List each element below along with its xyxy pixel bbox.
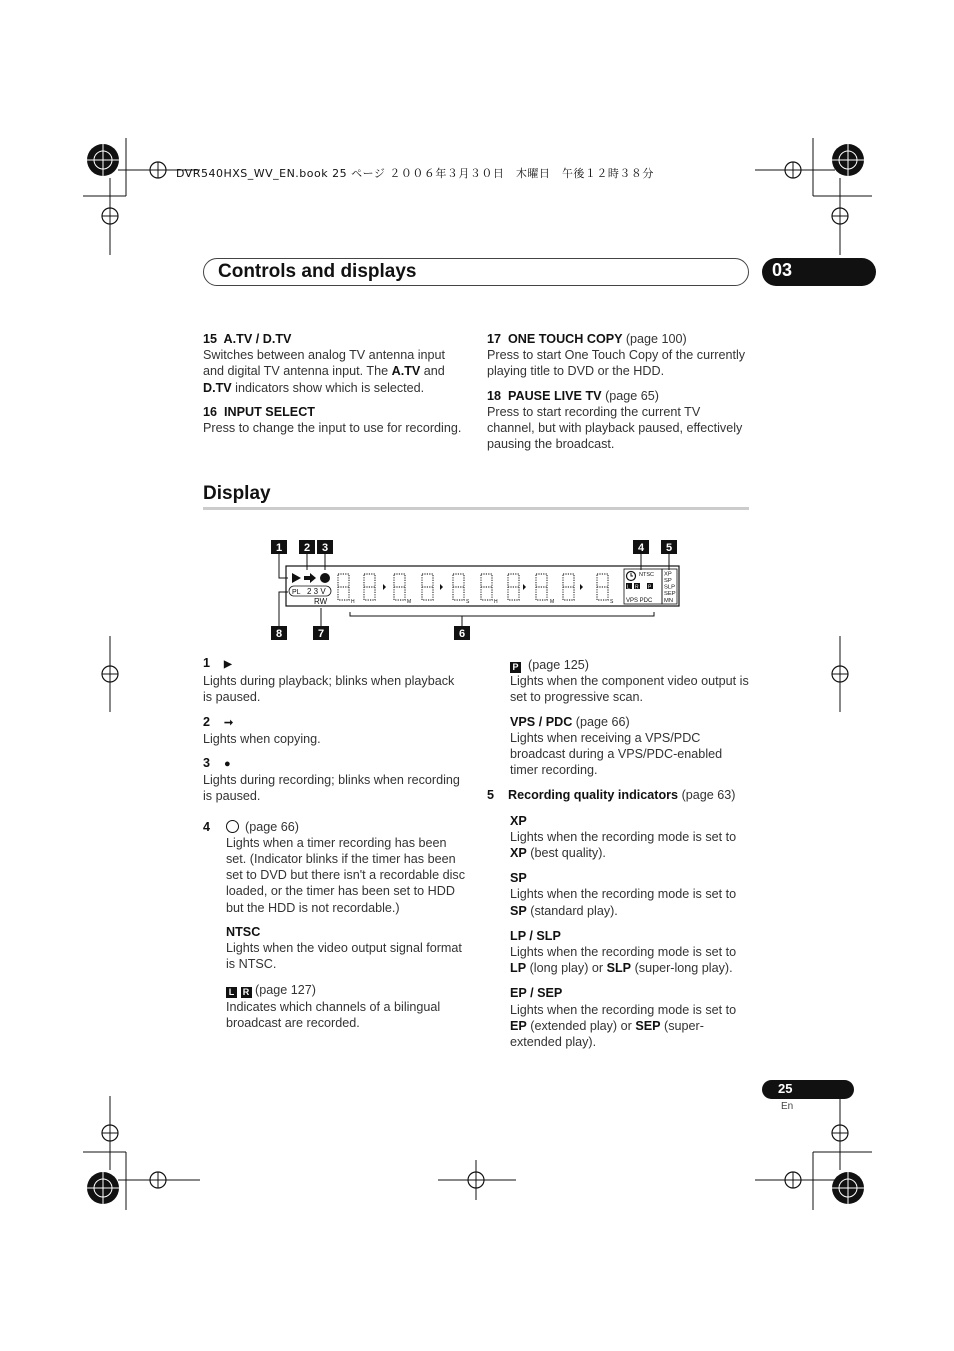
- lcd-p: P: [648, 584, 652, 591]
- chapter-number: 03: [772, 260, 793, 280]
- lcd-seg-m1: M: [407, 599, 412, 605]
- lr-heading: L R (page 127): [226, 982, 465, 998]
- ntsc-text: Lights when the video output signal format is NTSC.: [226, 941, 462, 972]
- left-column-top: [203, 331, 465, 436]
- callout-5: 5: [665, 542, 673, 554]
- item-15-text: Switches between analog TV antenna input and digital TV antenna input. The A.TV and D.TV indicators show which is selected.: [203, 348, 446, 395]
- page-language: En: [781, 1101, 794, 1112]
- item-2-text: Lights when copying.: [203, 731, 321, 746]
- item-2-heading: 2 ➞: [203, 714, 234, 729]
- item-4-text: Lights when a timer recording has been set. (Indicator blinks if the timer has been set to DVD but there isn't a recordable disc loaded, or the timer has been set to HDD but the HDD is not recordable.): [226, 835, 466, 915]
- item-18-heading: 18 PAUSE LIVE TV (page 65): [487, 388, 659, 403]
- lcd-seg-m2: M: [550, 599, 555, 605]
- r-channel-icon: R: [241, 987, 252, 998]
- item-4-heading: (page 66): [226, 819, 465, 835]
- callout-8: 8: [275, 628, 283, 640]
- timer-clock-icon: [226, 820, 239, 833]
- item-18-text: Press to start recording the current TV channel, but with playback paused, effectively pausing the broadcast.: [487, 404, 743, 452]
- lcd-pl: PL: [292, 589, 301, 596]
- ep-heading: EP / SEP: [510, 986, 563, 1001]
- display-items-left: [203, 655, 465, 1031]
- lp-text: Lights when the recording mode is set to LP (long play) or SLP (super-long play).: [510, 945, 737, 976]
- progressive-scan-icon: P: [510, 662, 521, 673]
- lp-heading: LP / SLP: [510, 928, 561, 943]
- lcd-seg-h1: H: [351, 599, 355, 605]
- lcd-rw: RW: [314, 597, 328, 606]
- lcd-slp: SLP: [664, 584, 675, 591]
- section-title: Display: [203, 483, 271, 504]
- item-16-heading: 16 INPUT SELECT: [203, 404, 315, 419]
- lr-text: Indicates which channels of a bilingual broadcast are recorded.: [226, 999, 441, 1030]
- lcd-seg-s1: S: [466, 599, 470, 605]
- progressive-text: Lights when the component video output is set to progressive scan.: [510, 674, 749, 705]
- progressive-heading: P (page 125): [510, 657, 749, 673]
- lcd-seg-h2: H: [494, 599, 498, 605]
- xp-text: Lights when the recording mode is set to XP (best quality).: [510, 829, 737, 861]
- chapter-title-bar: [203, 258, 749, 286]
- section-underline: [203, 507, 749, 510]
- lcd-xp: XP: [664, 571, 672, 578]
- callout-1: 1: [275, 542, 283, 554]
- record-icon: ●: [224, 758, 231, 771]
- segment-digits: [338, 574, 608, 600]
- callout-3: 3: [321, 542, 329, 554]
- item-3-heading: 3 ●: [203, 756, 231, 771]
- item-15-heading: 15 A.TV / D.TV: [203, 332, 292, 346]
- lcd-digits: 2 3 V: [307, 587, 326, 596]
- item-5-heading: 5 Recording quality indicators (page 63): [487, 788, 736, 803]
- item-17-heading: 17 ONE TOUCH COPY (page 100): [487, 332, 687, 346]
- chapter-title: Controls and displays: [218, 261, 417, 282]
- lcd-r: R: [635, 584, 639, 591]
- lcd-sp: SP: [664, 578, 672, 584]
- callout-4: 4: [637, 542, 645, 554]
- chapter-number-badge: [762, 258, 876, 286]
- display-items-right: [487, 657, 749, 1050]
- front-panel-display-diagram: [268, 536, 688, 644]
- item-1-heading: 1 ▶: [203, 656, 232, 670]
- item-16-text: Press to change the input to use for recording.: [203, 421, 462, 436]
- vps-heading: VPS / PDC (page 66): [510, 714, 630, 729]
- print-header-line: DVR540HXS_WV_EN.book 25 ページ ２００６年３月３０日 木曜日 午後１２時３８分: [176, 167, 654, 180]
- lcd-mn: MN: [664, 598, 674, 604]
- l-channel-icon: L: [226, 987, 237, 998]
- callout-2: 2: [303, 542, 311, 554]
- lcd-sep: SEP: [664, 591, 676, 597]
- lcd-l: L: [627, 584, 630, 591]
- item-17-text: Press to start One Touch Copy of the currently playing title to DVD or the HDD.: [487, 348, 746, 379]
- item-4-num: 4: [203, 819, 211, 834]
- ntsc-heading: NTSC: [226, 924, 261, 939]
- callout-6: 6: [458, 628, 466, 640]
- lcd-vps-pdc: VPS PDC: [626, 598, 653, 604]
- item-4: [203, 819, 465, 1031]
- copy-arrow-icon: ➞: [224, 716, 234, 729]
- right-column-top: [487, 331, 749, 452]
- lcd-ntsc: NTSC: [639, 572, 654, 578]
- copy-arrow-icon: [304, 573, 316, 583]
- page-number: 25: [778, 1081, 793, 1096]
- play-icon: [292, 573, 301, 583]
- xp-heading: XP: [510, 813, 527, 828]
- page-number-badge: [762, 1080, 854, 1099]
- ep-text: Lights when the recording mode is set to EP (extended play) or SEP (super-extended play).: [510, 1002, 737, 1050]
- sp-text: Lights when the recording mode is set to SP (standard play).: [510, 887, 737, 918]
- item-1-text: Lights during playback; blinks when playback is paused.: [203, 674, 455, 705]
- vps-text: Lights when receiving a VPS/PDC broadcast during a VPS/PDC-enabled timer recording.: [510, 730, 723, 778]
- record-icon: [320, 573, 330, 583]
- callout-number-boxes: [271, 540, 677, 640]
- item-3-text: Lights during recording; blinks when recording is paused.: [203, 773, 460, 804]
- lcd-seg-s2: S: [610, 599, 614, 605]
- sp-heading: SP: [510, 871, 527, 886]
- callout-7: 7: [317, 628, 325, 640]
- play-icon: ▶: [224, 659, 232, 670]
